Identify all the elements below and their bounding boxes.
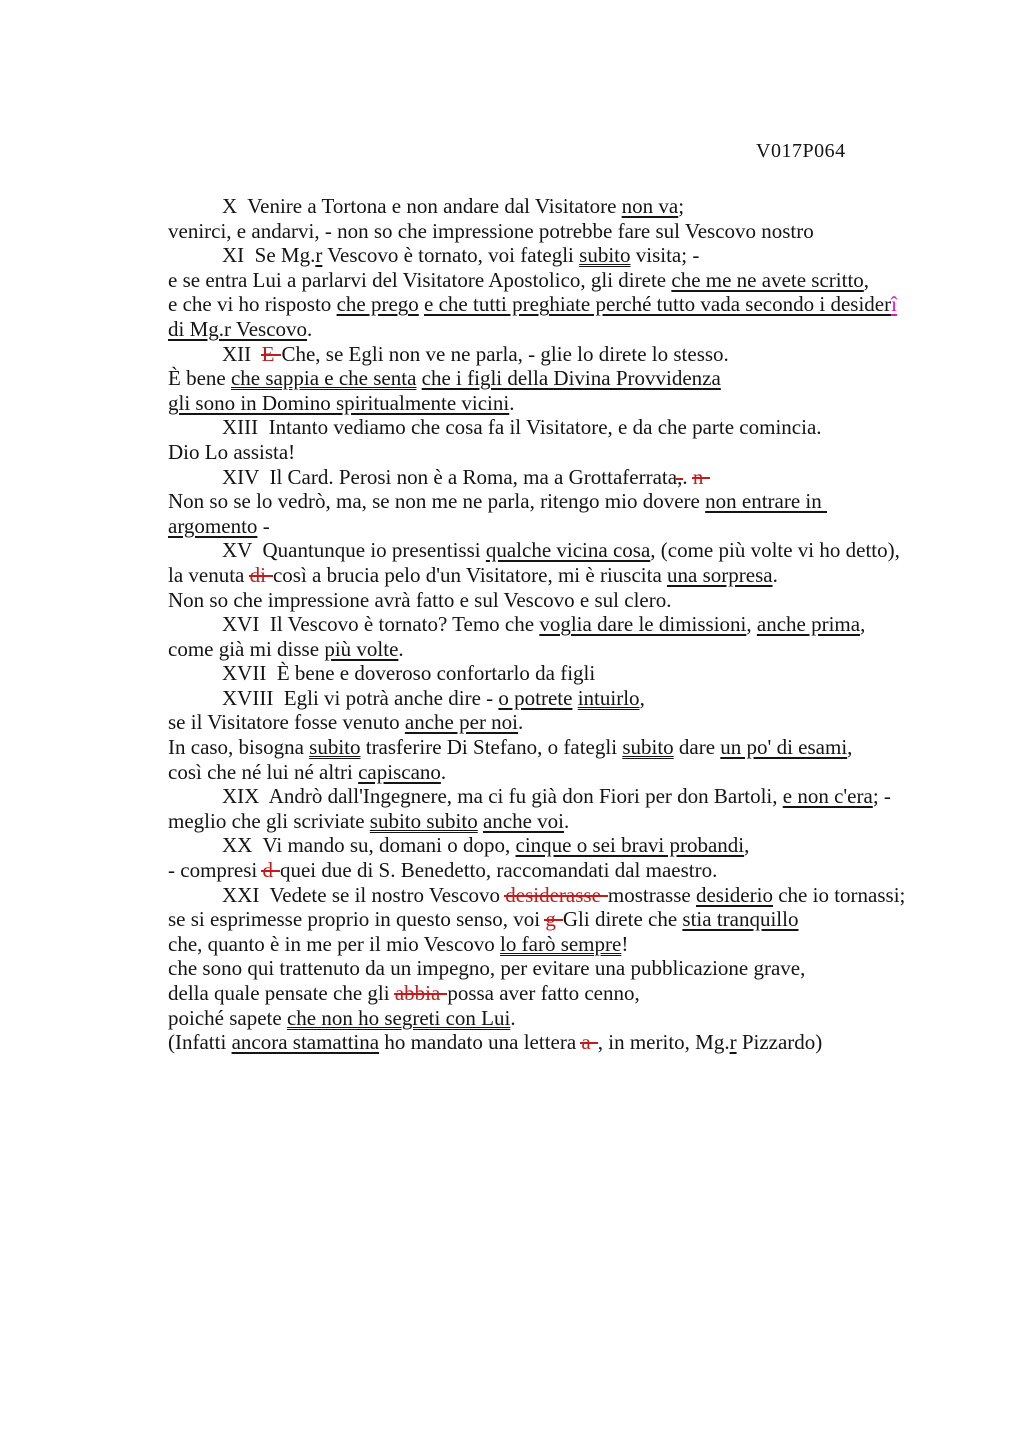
text-segment: XVIII Egli vi potrà anche dire - <box>222 685 499 710</box>
text-line <box>168 292 968 317</box>
underlined-text: gli sono in Domino spiritualmente vicini <box>168 390 510 415</box>
double-underlined-text: intuirlo <box>577 685 640 710</box>
text-line <box>168 932 968 957</box>
text-segment: È bene <box>168 366 231 391</box>
underlined-text: più volte <box>324 636 399 661</box>
text-segment: , <box>746 612 757 637</box>
text-line <box>168 883 968 908</box>
text-line <box>168 612 968 637</box>
text-segment: XI Se Mg. <box>222 243 316 268</box>
text-segment: In caso, bisogna <box>168 735 310 760</box>
red-strikethrough-text: n <box>693 465 711 489</box>
page-header-code: V017P064 <box>756 140 846 162</box>
text-segment: possa aver fatto cenno, <box>447 981 640 1005</box>
text-segment: ! <box>621 931 629 956</box>
text-segment: Pizzardo) <box>736 1030 823 1055</box>
document-lines <box>168 194 968 1055</box>
text-segment: - <box>257 513 270 538</box>
text-segment: quei due di S. Benedetto, raccomandati dal maestro. <box>279 858 718 883</box>
text-segment: , <box>639 685 645 710</box>
text-segment: , <box>860 612 866 637</box>
text-segment: visita; - <box>630 243 700 268</box>
text-line <box>168 465 968 490</box>
text-line <box>168 710 968 735</box>
underlined-text: r <box>315 243 323 268</box>
underlined-text: qualche vicina cosa <box>485 538 651 563</box>
text-segment: e se entra Lui a parlarvi del Visitatore Apostolico, gli direte <box>168 267 672 292</box>
underlined-text: non entrare in <box>705 489 827 514</box>
magenta-underlined-text: î <box>891 292 897 317</box>
text-segment: XIV Il Card. Perosi non è a Roma, ma a Grottaferrata <box>222 464 678 489</box>
text-segment: ho mandato una lettera <box>379 1030 582 1055</box>
double-underlined-text: lo farò sempre <box>500 931 622 956</box>
text-line <box>168 219 968 244</box>
text-segment: Vescovo è tornato, voi fategli <box>322 243 580 268</box>
text-segment: . <box>440 759 447 784</box>
underlined-text: che prego <box>336 292 419 317</box>
red-strikethrough-text: desiderasse <box>505 883 608 907</box>
text-segment: X Venire a Tortona e non andare dal Visitatore <box>222 194 622 218</box>
underlined-text: non va <box>621 194 679 218</box>
underlined-text: e che tutti preghiate perché tutto vada secondo i desider <box>424 292 892 317</box>
text-line <box>168 588 968 613</box>
underlined-text: anche prima <box>756 612 861 637</box>
text-segment: meglio che gli scriviate <box>168 808 370 833</box>
text-segment: se si esprimesse proprio in questo senso, voi <box>168 907 546 932</box>
text-line <box>168 1006 968 1031</box>
text-segment: . <box>564 808 570 833</box>
underlined-text: e non c'era <box>782 784 873 809</box>
double-underlined-text: subito subito <box>369 808 478 833</box>
text-segment: trasferire Di Stefano, o fategli <box>360 735 623 760</box>
text-line <box>168 243 968 268</box>
text-segment: così a brucia pelo d'un Visitatore, mi è riuscita <box>272 562 668 587</box>
double-underlined-text: subito <box>309 735 361 760</box>
text-line <box>168 956 968 981</box>
text-segment: ; <box>678 194 685 218</box>
text-line <box>168 440 968 465</box>
underlined-text: anche voi <box>482 808 565 833</box>
text-line <box>168 317 968 342</box>
text-segment: XVII È bene e doveroso confortarlo da figli <box>222 661 596 686</box>
underlined-text: argomento <box>168 513 258 538</box>
text-line <box>168 981 968 1006</box>
text-line <box>168 735 968 760</box>
text-segment: che, quanto è in me per il mio Vescovo <box>168 931 501 956</box>
text-line <box>168 366 968 391</box>
text-line <box>168 907 968 932</box>
underlined-text: capiscano <box>358 759 441 784</box>
text-line <box>168 784 968 809</box>
text-segment: . <box>509 390 515 415</box>
text-segment: come già mi disse <box>168 636 325 661</box>
text-line <box>168 1030 968 1055</box>
text-segment: . <box>307 316 313 341</box>
text-line <box>168 391 968 416</box>
text-line <box>168 760 968 785</box>
underlined-text: anche per noi <box>404 710 519 735</box>
underlined-text: stia tranquillo <box>682 907 799 932</box>
underlined-text: cinque o sei bravi probandi <box>515 833 745 858</box>
double-underlined-text: che sappia e che senta <box>230 366 417 391</box>
underlined-text: che me ne avete scritto <box>671 267 864 292</box>
red-strikethrough-text: E <box>262 342 282 366</box>
text-segment: mostrasse <box>607 882 696 907</box>
text-line <box>168 489 968 514</box>
text-segment: Dio Lo assista! <box>168 439 296 464</box>
text-segment: - compresi <box>168 858 263 883</box>
text-segment: . <box>510 1005 516 1030</box>
red-strikethrough-text: di <box>250 563 273 587</box>
text-segment: . <box>398 636 404 661</box>
text-segment: la venuta <box>168 562 250 587</box>
text-line <box>168 342 968 367</box>
text-segment: , <box>847 735 853 760</box>
text-line <box>168 415 968 440</box>
text-segment: . <box>518 710 524 735</box>
text-segment: XII <box>222 341 262 366</box>
text-segment: dare <box>673 735 721 760</box>
text-line <box>168 833 968 858</box>
text-line <box>168 538 968 563</box>
text-line <box>168 858 968 883</box>
underlined-text: voglia dare le dimissioni <box>539 612 747 637</box>
text-segment: ; - <box>872 784 891 809</box>
text-segment: XIX Andrò dall'Ingegnere, ma ci fu già don Fiori per don Bartoli, <box>222 784 783 809</box>
underlined-text: desiderio <box>695 882 773 907</box>
text-segment: . <box>682 464 693 489</box>
text-segment: così che né lui né altri <box>168 759 359 784</box>
text-line <box>168 637 968 662</box>
text-line <box>168 661 968 686</box>
text-line <box>168 268 968 293</box>
text-segment: Che, se Egli non ve ne parla, - glie lo direte lo stesso. <box>281 341 729 366</box>
text-segment: che sono qui trattenuto da un impegno, per evitare una pubblicazione grave, <box>168 956 806 981</box>
red-strikethrough-text: g <box>545 907 563 931</box>
text-segment: (Infatti <box>168 1030 232 1055</box>
underlined-text: ancora stamattina <box>231 1030 380 1055</box>
text-segment: XXI Vedete se il nostro Vescovo <box>222 882 506 907</box>
text-segment: XV Quantunque io presentissi <box>222 538 486 563</box>
underlined-text: che i figli della Divina Provvidenza <box>421 366 721 391</box>
text-segment: , <box>744 833 750 858</box>
text-segment: Gli direte che <box>562 907 683 932</box>
text-segment: Non so che impressione avrà fatto e sul Vescovo e sul clero. <box>168 587 672 612</box>
text-segment: XX Vi mando su, domani o dopo, <box>222 833 516 858</box>
text-segment: , in merito, Mg. <box>597 1030 730 1055</box>
text-segment: , (come più volte vi ho detto), <box>650 538 900 563</box>
text-line <box>168 809 968 834</box>
text-line <box>168 514 968 539</box>
text-segment: della quale pensate che gli <box>168 981 395 1005</box>
underlined-text: una sorpresa <box>667 562 773 587</box>
text-line <box>168 194 968 219</box>
text-segment: poiché sapete <box>168 1005 287 1030</box>
red-strikethrough-text: abbia <box>395 981 447 1005</box>
text-segment: che io tornassi; <box>772 882 906 907</box>
text-line <box>168 686 968 711</box>
struck-comma: , <box>677 464 683 489</box>
underlined-text: un po' di esami <box>720 735 848 760</box>
text-line <box>168 563 968 588</box>
text-segment: . <box>772 562 778 587</box>
text-segment: Non so se lo vedrò, ma, se non me ne parla, ritengo mio dovere <box>168 489 706 514</box>
text-segment: XVI Il Vescovo è tornato? Temo che <box>222 612 540 637</box>
underlined-text: o potrete <box>498 685 573 710</box>
text-segment: venirci, e andarvi, - non so che impressione potrebbe fare sul Vescovo nostro <box>168 218 814 243</box>
red-strikethrough-text: a <box>581 1030 597 1054</box>
red-strikethrough-text: d <box>262 858 280 882</box>
text-segment: e che vi ho risposto <box>168 292 337 317</box>
double-underlined-text: che non ho segreti con Lui <box>286 1005 511 1030</box>
underlined-text: r <box>729 1030 737 1055</box>
double-underlined-text: subito <box>622 735 674 760</box>
underlined-text: di Mg.r Vescovo <box>168 316 308 341</box>
double-underlined-text: subito <box>579 243 631 268</box>
text-segment: se il Visitatore fosse venuto <box>168 710 405 735</box>
text-segment: , <box>863 267 870 292</box>
text-segment: XIII Intanto vediamo che cosa fa il Visitatore, e da che parte comincia. <box>222 415 822 440</box>
